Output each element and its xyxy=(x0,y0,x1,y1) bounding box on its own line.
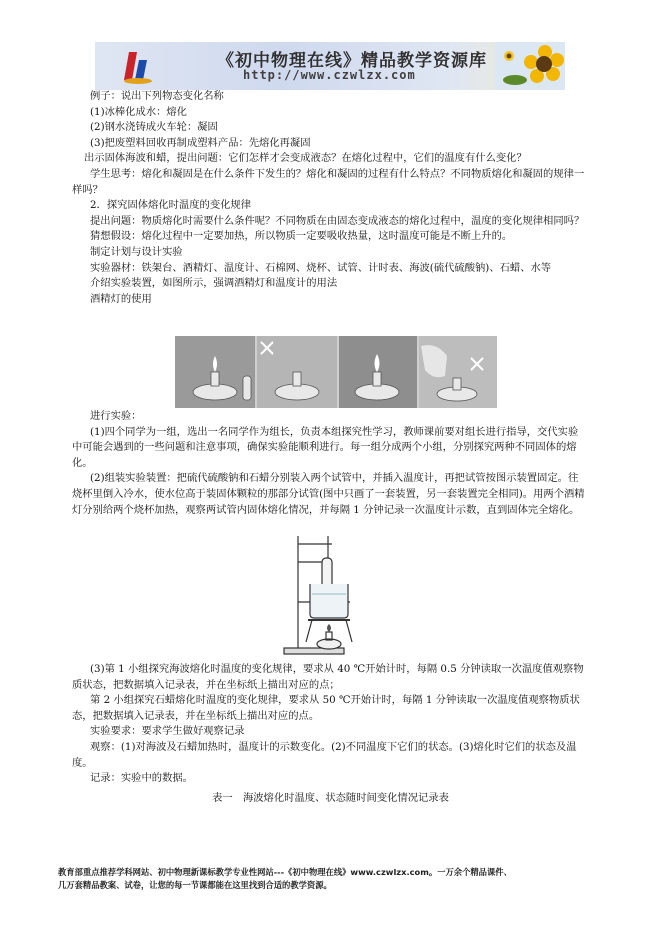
document-body-2 xyxy=(72,409,585,518)
paragraph: (2)钢水浇铸成火车轮：凝固 xyxy=(90,121,218,134)
paragraph: (1)四个同学为一组，选出一名同学作为组长，负责本组探究性学习，教师课前要对组长进行指导，交代实验中可能会遇到的一些问题和注意事项，确保实验能顺利进行。每一组分成两个小组，分别探究两种不同固体的熔化。 xyxy=(72,425,579,469)
paragraph: 记录：实验中的数据。 xyxy=(90,772,193,785)
paragraph: 观察：(1)对海波及石蜡加热时，温度计的示数变化。(2)不同温度下它们的状态。(3)熔化时它们的状态及温度。 xyxy=(72,740,577,769)
footer-line: 教育部重点推荐学科网站、初中物理新课标教学专业性网站---《初中物理在线》www.czwlzx.com。一万余个精品课件、 xyxy=(58,867,512,877)
paragraph: 例子：说出下列物态变化名称 xyxy=(90,90,224,102)
paragraph: 实验要求：要求学生做好观察记录 xyxy=(90,725,245,738)
paragraph: (3)第 1 小组探究海波熔化时温度的变化规律，要求从 40 ℃开始计时，每隔 0.5 分钟读取一次温度值观察物质状态，把数据填入记录表，并在坐标纸上描出对应的点； xyxy=(72,663,584,691)
paragraph: 实验器材：铁架台、酒精灯、温度计、石棉网、烧杯、试管、计时表、海波(硫代硫酸钠)、石蜡、水等 xyxy=(90,261,552,274)
paragraph: 第 2 小组探究石蜡熔化时温度的变化规律，要求从 50 ℃开始计时，每隔 1 分钟读取一次温度值观察物质状态，把数据填入记录表，并在坐标纸上描出对应的点。 xyxy=(72,694,580,722)
paragraph: 出示固体海波和蜡，提出问题：它们怎样才会变成液态？在熔化过程中，它们的温度有什么变化？ xyxy=(84,152,527,165)
table-caption: 表一 海波熔化时温度、状态随时间变化情况记录表 xyxy=(212,792,449,804)
paragraph: 制定计划与设计实验 xyxy=(90,245,183,258)
footer-line: 几万套精品教案、试卷，让您的每一节课都能在这里找到合适的教学资源。 xyxy=(58,880,332,890)
banner-title: 《初中物理在线》精品教学资源库 xyxy=(217,51,487,71)
section-heading: 2．探究固体熔化时温度的变化规律 xyxy=(90,199,252,212)
page-footer xyxy=(58,866,618,892)
paragraph: 提出问题：物质熔化时需要什么条件呢？不同物质在由固态变成液态的熔化过程中，温度的变化规律相同吗？ xyxy=(90,214,585,227)
document-body-3 xyxy=(72,662,585,787)
header-banner xyxy=(95,42,565,90)
site-logo-icon xyxy=(123,50,153,84)
paragraph: (2)组装实验装置：把硫代硫酸钠和石蜡分别装入两个试管中，并插入温度计，再把试管按图示装置固定。往烧杯里倒入冷水，使水位高于装固体颗粒的那部分试管(图中只画了一套装置，另一套装置完全相同)。用两个酒精灯分别给两个烧杯加热，观察两试管内固体熔化情况，并每隔 1 分钟记录一次温度计示数，直到固体完全熔化。 xyxy=(72,472,585,516)
paragraph: 介绍实验装置，如图所示，强调酒精灯和温度计的用法 xyxy=(90,277,338,290)
alcohol-lamp-usage-figure xyxy=(175,336,497,408)
melting-apparatus-figure xyxy=(280,532,370,662)
paragraph: 酒精灯的使用 xyxy=(90,292,152,305)
paragraph: 猜想假设：熔化过程中一定要加热，所以物质一定要吸收热量，这时温度可能是不断上升的。 xyxy=(90,230,513,243)
banner-url[interactable]: http://www.czwlzx.com xyxy=(243,68,416,82)
document-body xyxy=(72,89,585,307)
paragraph: (3)把废塑料回收再制成塑料产品：先熔化再凝固 xyxy=(90,136,311,149)
sunflower-icon xyxy=(495,42,565,90)
paragraph: (1)冰棒化成水：熔化 xyxy=(90,105,187,118)
paragraph: 学生思考：熔化和凝固是在什么条件下发生的？熔化和凝固的过程有什么特点？不同物质熔化和凝固的规律一样吗？ xyxy=(72,167,585,196)
paragraph: 进行实验： xyxy=(90,410,142,422)
